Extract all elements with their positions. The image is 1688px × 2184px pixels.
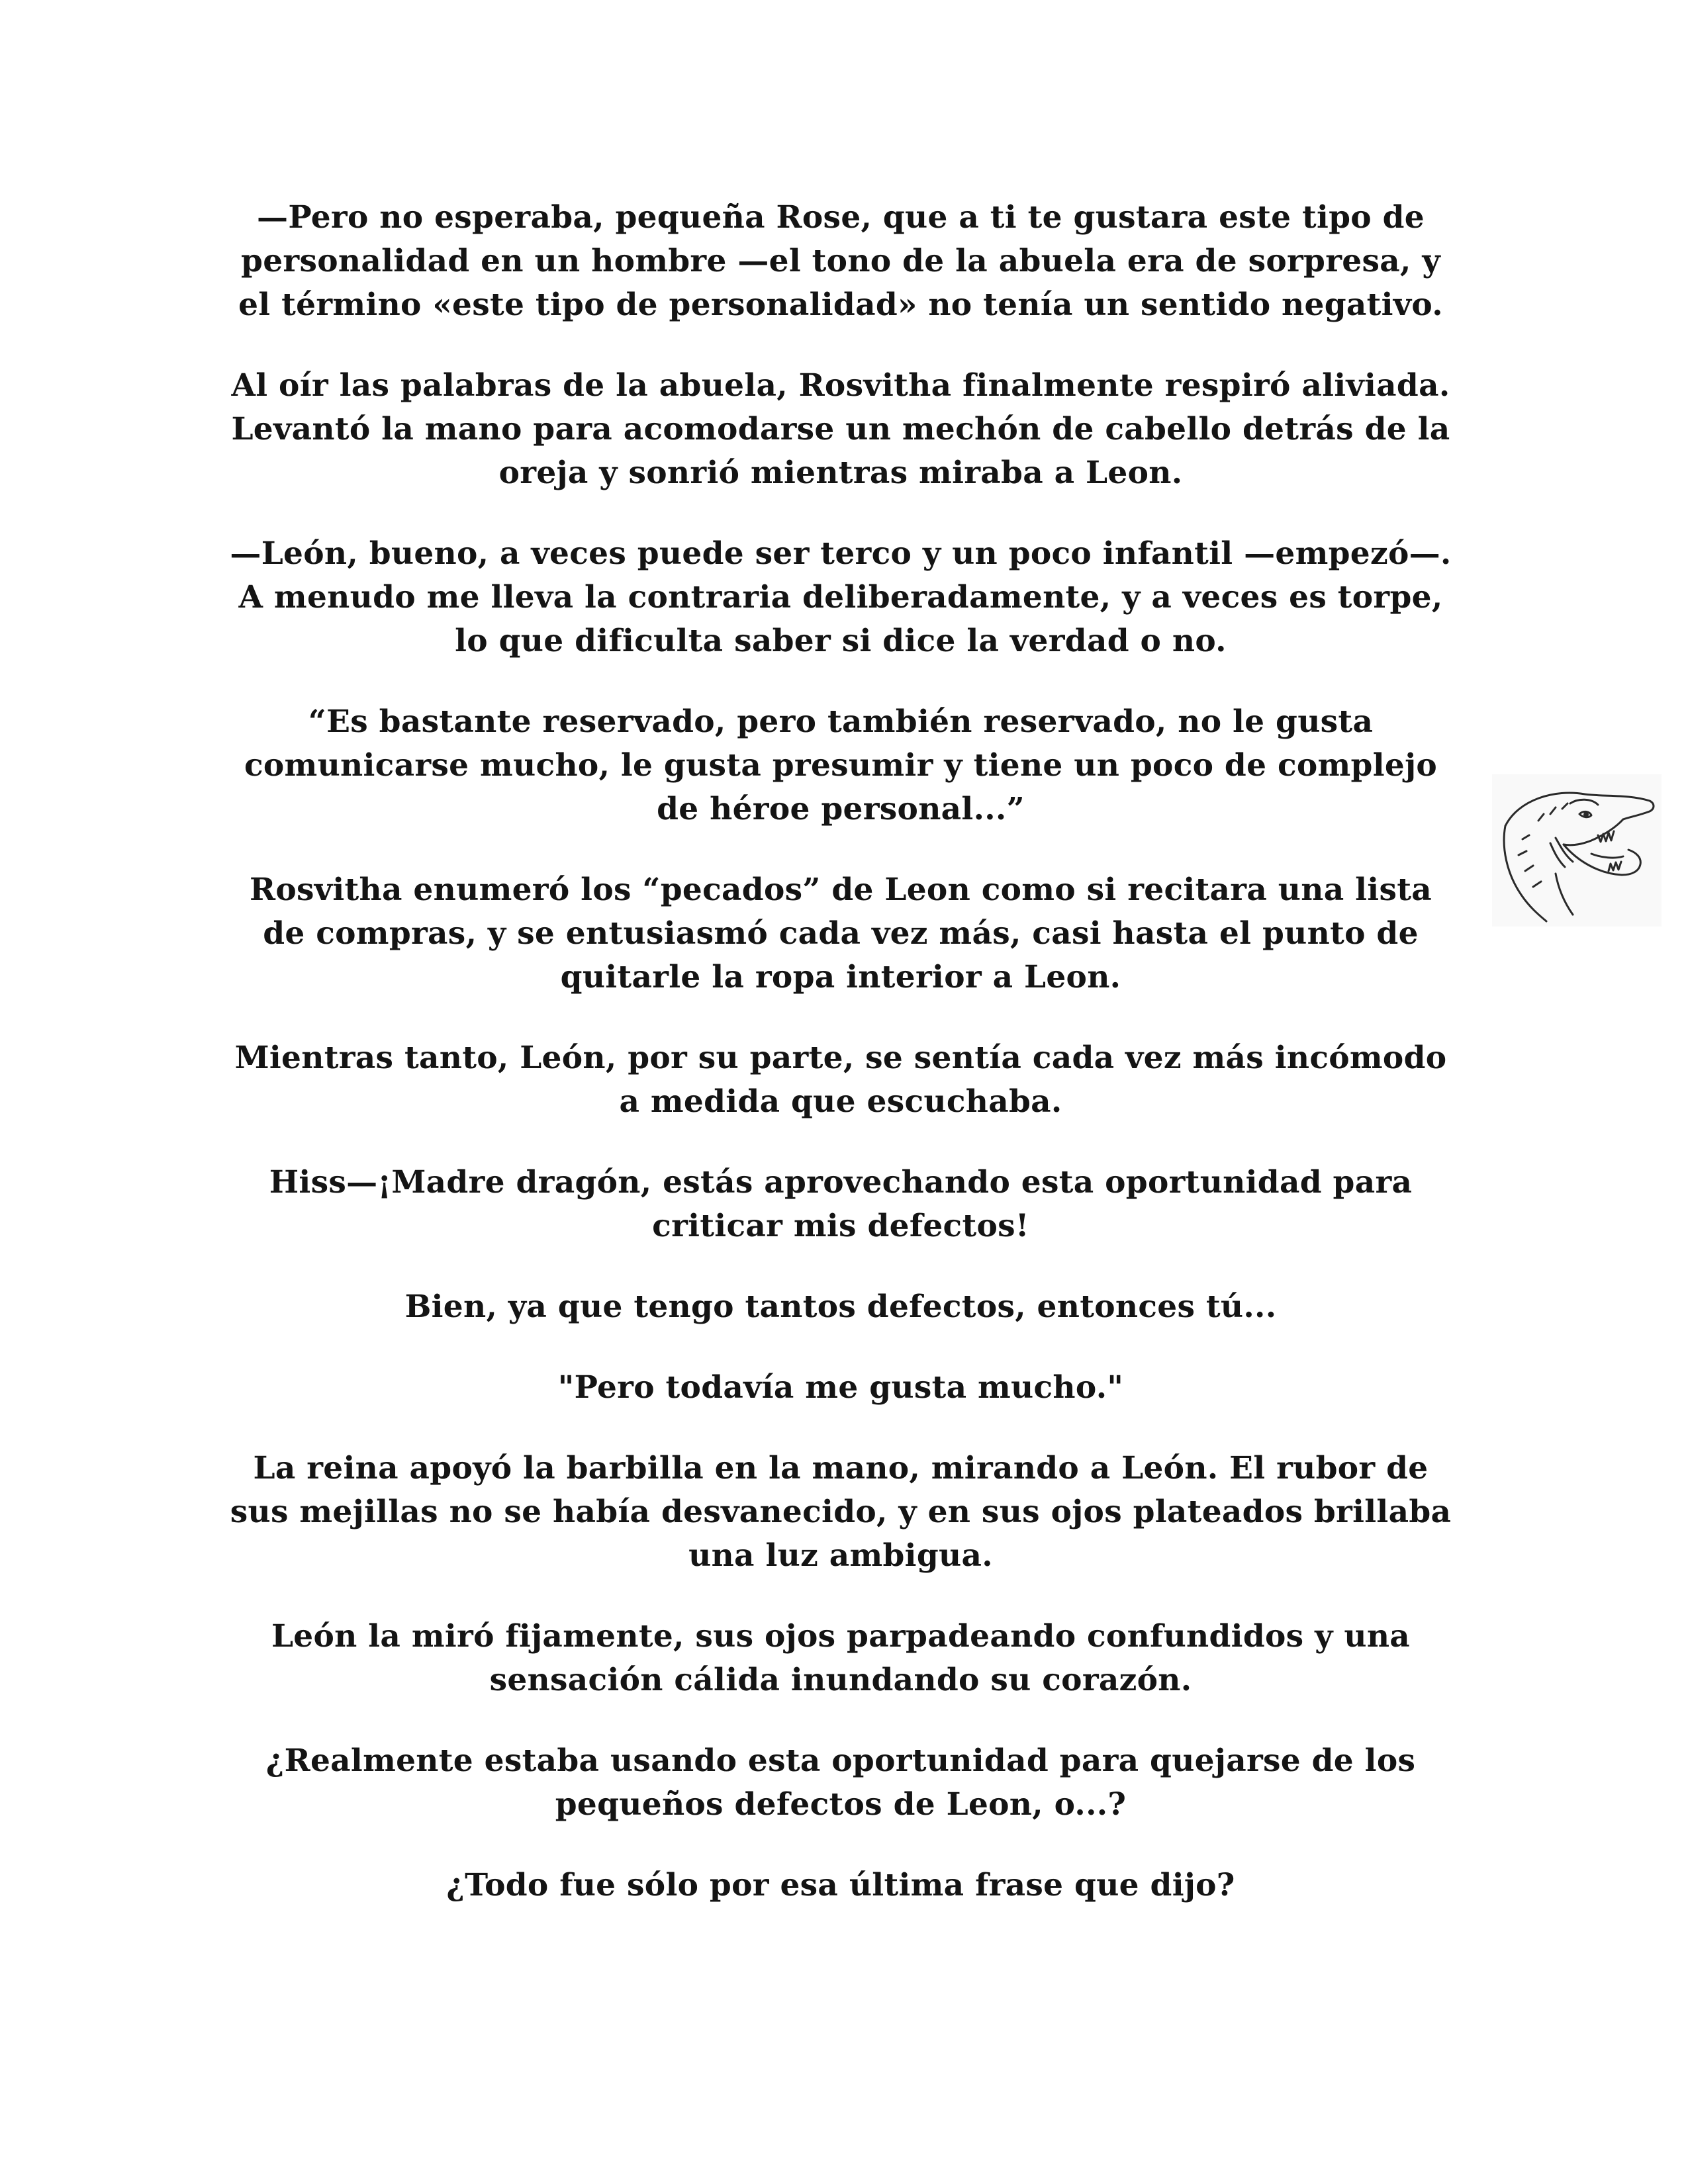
paragraph: ¿Todo fue sólo por esa última frase que dijo? — [446, 1867, 1235, 1903]
paragraph: Rosvitha enumeró los “pecados” de Leon como si recitara una lista de compras, y se entusiasmó cada vez más, casi hasta el punto de quitarle la ropa interior a Leon. — [250, 872, 1432, 995]
paragraph: —León, bueno, a veces puede ser terco y un poco infantil —empezó—. A menudo me lleva la contraria deliberadamente, y a veces es torpe, lo que dificulta saber si dice la verdad o no. — [230, 535, 1452, 659]
paragraph: Hiss—¡Madre dragón, estás aprovechando esta oportunidad para criticar mis defectos! — [269, 1164, 1413, 1244]
paragraph: “Es bastante reservado, pero también reservado, no le gusta comunicarse mucho, le gusta presumir y tiene un poco de complejo de héroe personal...” — [244, 704, 1438, 827]
body-text — [225, 196, 1456, 1944]
paragraph: Mientras tanto, León, por su parte, se sentía cada vez más incómodo a medida que escuchaba. — [234, 1040, 1447, 1120]
paragraph: La reina apoyó la barbilla en la mano, mirando a León. El rubor de sus mejillas no se había desvanecido, y en sus ojos plateados brillaba una luz ambigua. — [230, 1450, 1452, 1574]
paragraph: —Pero no esperaba, pequeña Rose, que a ti te gustara este tipo de personalidad en un hombre —el tono de la abuela era de sorpresa, y el término «este tipo de personalidad» no tenía un sentido negativo. — [238, 199, 1443, 323]
paragraph: Al oír las palabras de la abuela, Rosvitha finalmente respiró aliviada. Levantó la mano para acomodarse un mechón de cabello detrás de la oreja y sonrió mientras miraba a Leon. — [231, 367, 1450, 491]
paragraph: "Pero todavía me gusta mucho." — [557, 1369, 1124, 1406]
dinosaur-head-sketch-icon — [1492, 774, 1662, 927]
paragraph: Bien, ya que tengo tantos defectos, entonces tú... — [404, 1289, 1277, 1325]
paragraph: ¿Realmente estaba usando esta oportunidad para quejarse de los pequeños defectos de Leon, o...? — [265, 1743, 1416, 1823]
paragraph: León la miró fijamente, sus ojos parpadeando confundidos y una sensación cálida inundando su corazón. — [271, 1618, 1411, 1698]
